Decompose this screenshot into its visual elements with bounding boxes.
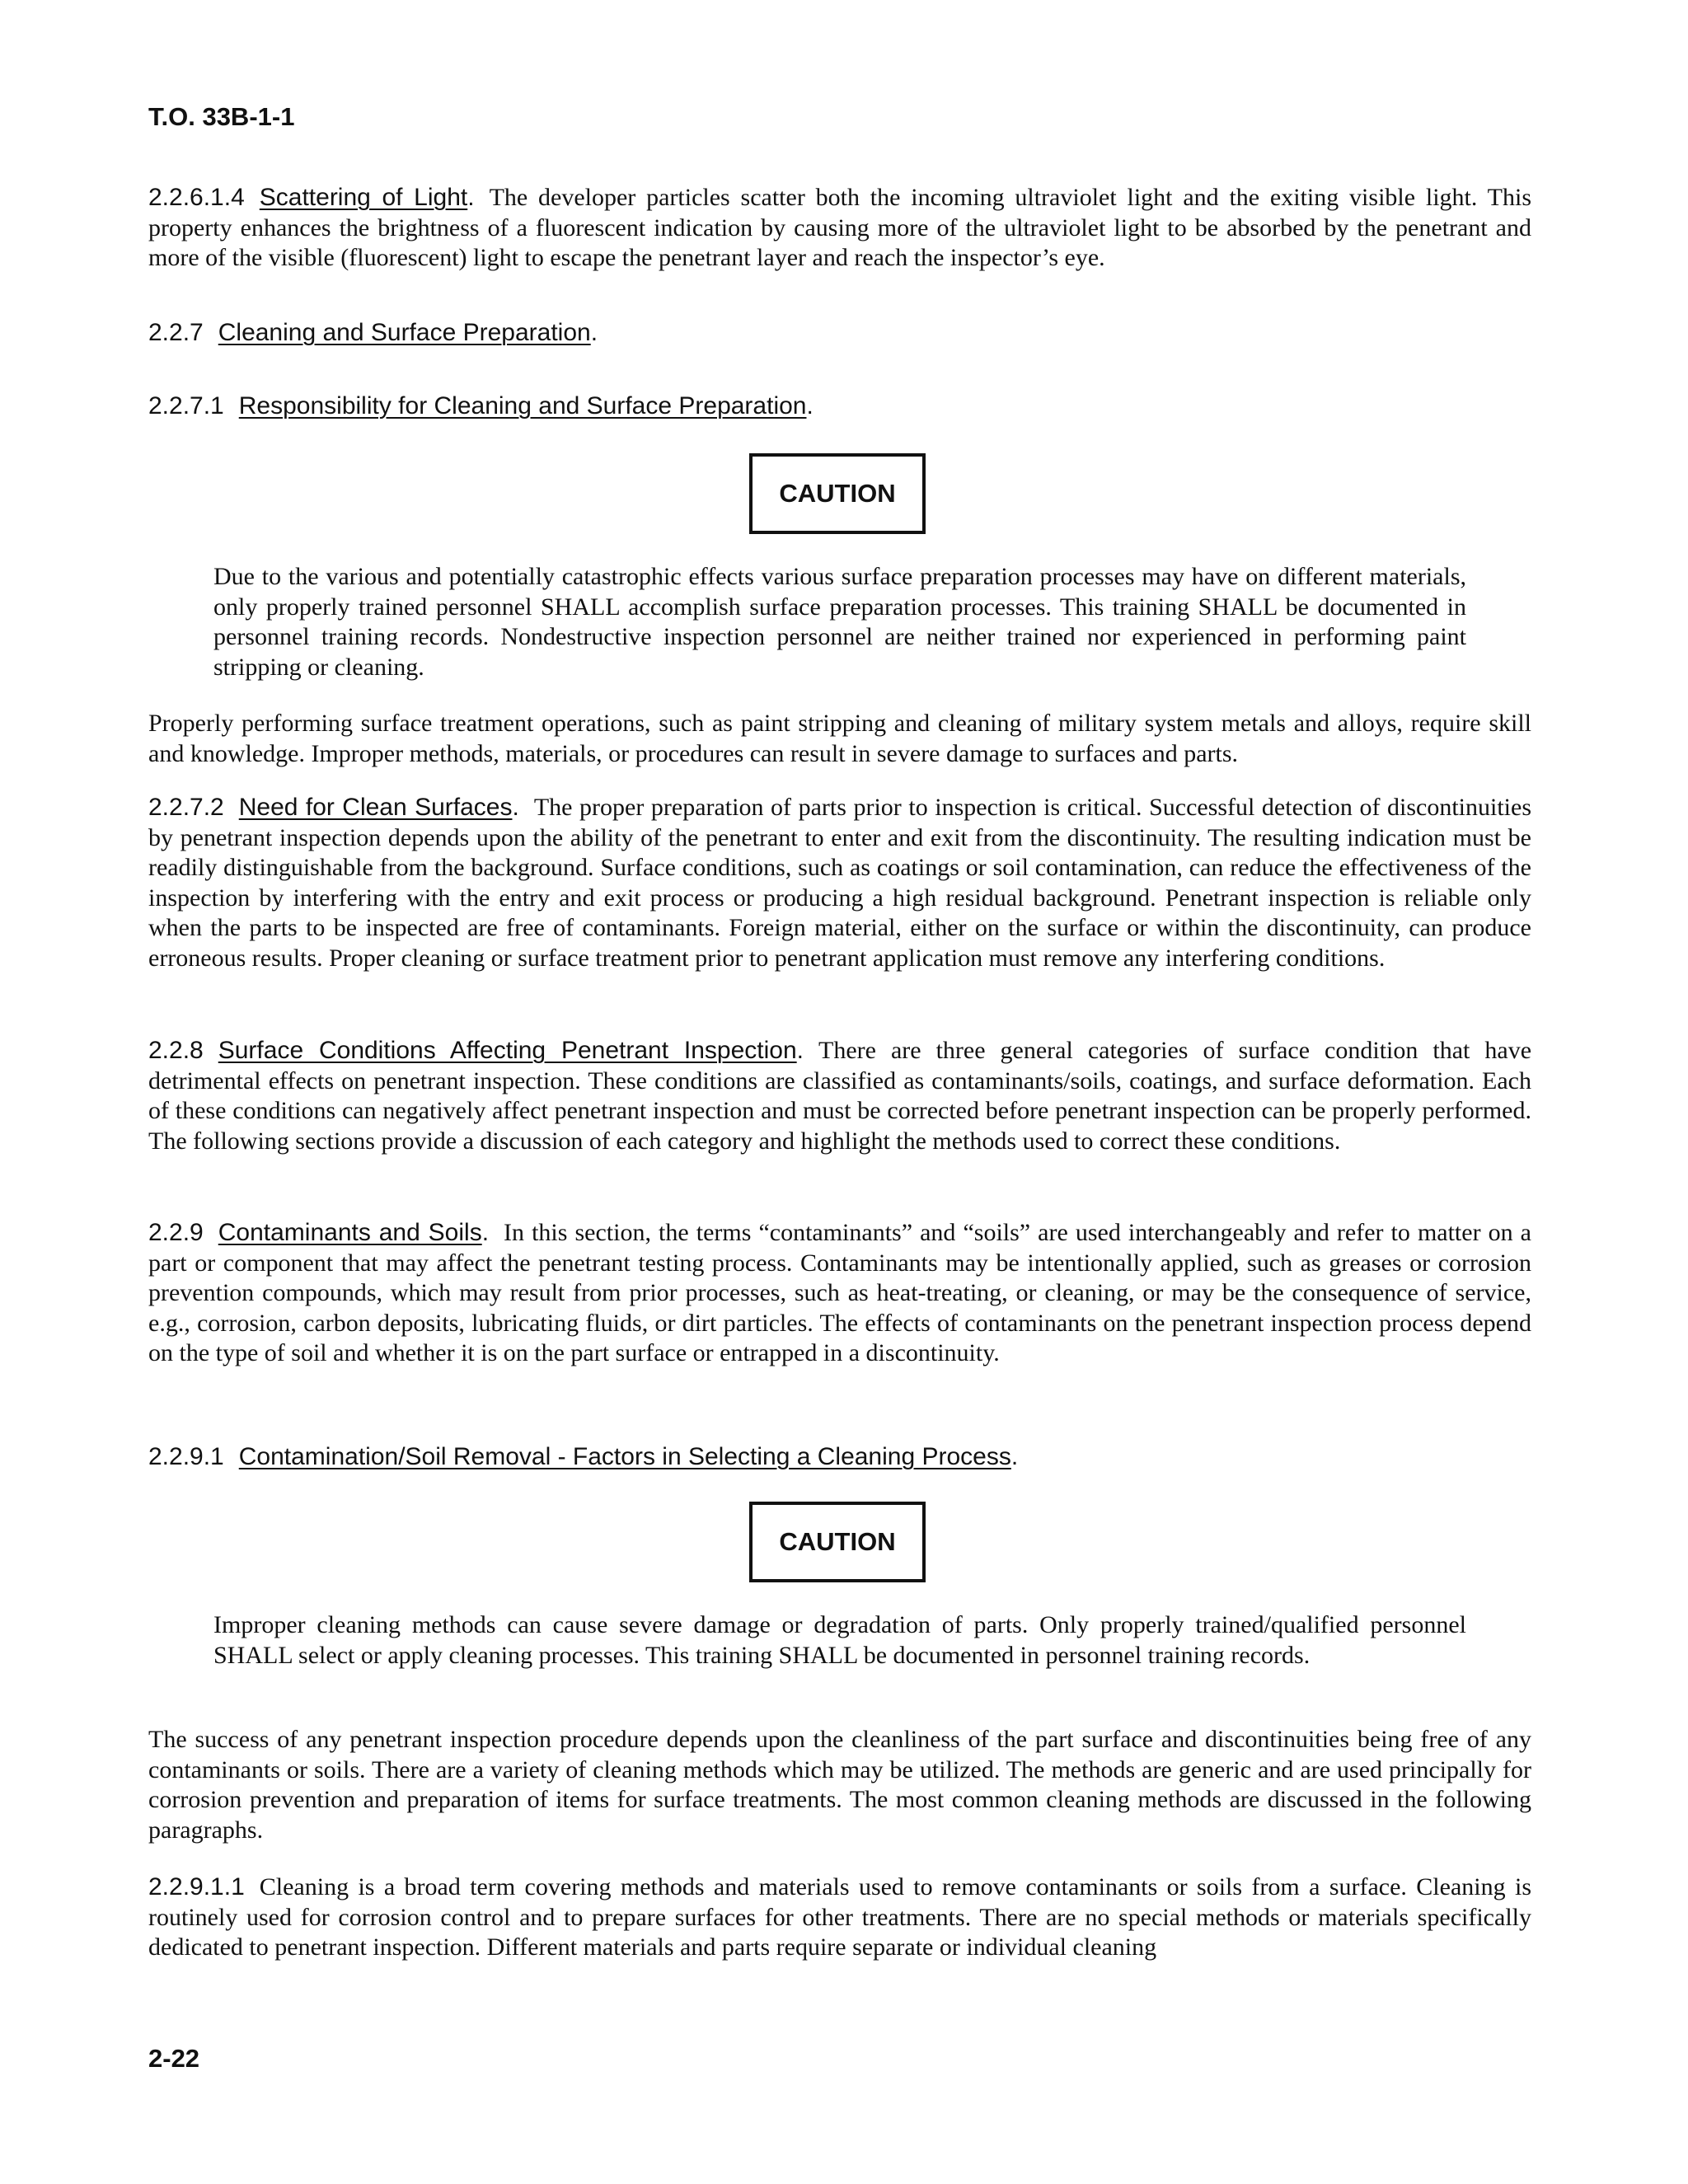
paragraph-title: Scattering of Light [259, 184, 468, 211]
paragraph-cleanliness: The success of any penetrant inspection procedure depends upon the cleanliness of the part surface and discontinuities being free of any contaminants or soils. There are a variety of cleaning methods which may be utilized. The methods are generic and are used principally for corrosion prevention and preparation of items for surface treatments. The most common cleaning methods are discussed in the following paragraphs. [148, 1726, 1531, 1844]
heading-number: 2.2.7 [148, 319, 204, 346]
paragraph-body: The proper preparation of parts prior to inspection is critical. Successful detection of discontinuities by penetrant inspection depends upon the ability of the penetrant to enter and exit from the discontinuity. The resulting indication must be readily distinguishable from the background. Surface conditions, such as coatings or soil contamination, can reduce the effectiveness of the inspection by interfering with the entry and exit process or producing a high residual background. Penetrant inspection is reliable only when the parts to be inspected are free of contaminants. Foreign material, either on the surface or within the discontinuity, can produce erroneous results. Proper cleaning or surface treatment prior to penetrant application must remove any interfering conditions. [148, 794, 1531, 972]
title-period: . [467, 184, 475, 211]
paragraph-number: 2.2.6.1.4 [148, 184, 245, 211]
heading-2-2-7 [148, 318, 1531, 349]
paragraph-number: 2.2.9.1.1 [148, 1873, 245, 1900]
title-period: . [590, 319, 598, 346]
paragraph-number: 2.2.8 [148, 1037, 204, 1064]
paragraph-2-2-9-1-1 [148, 1872, 1531, 1963]
paragraph-body: There are three general categories of surface condition that have detrimental effects on penetrant inspection. These conditions are classified as contaminants/soils, coatings, and surface deformation. Each of these conditions can negatively affect penetrant inspection and must be corrected before penetrant inspection can be properly performed. The following sections provide a discussion of each category and highlight the methods used to correct these conditions. [148, 1037, 1532, 1155]
caution-text: Improper cleaning methods can cause severe damage or degradation of parts. Only properly trained/qualified personnel SHALL select or apply cleaning processes. This training SHALL be documented in personnel training records. [213, 1611, 1466, 1669]
paragraph-title: Surface Conditions Affecting Penetrant Inspection [218, 1037, 797, 1064]
caution-text: Due to the various and potentially catastrophic effects various surface preparation processes may have on different materials, only properly trained personnel SHALL accomplish surface preparation processes. This training SHALL be documented in personnel training records. Nondestructive inspection personnel are neither trained nor experienced in performing paint stripping or cleaning. [213, 563, 1466, 681]
paragraph-title: Contaminants and Soils [218, 1219, 482, 1246]
paragraph-number: 2.2.7.2 [148, 794, 224, 821]
heading-number: 2.2.7.1 [148, 392, 224, 419]
title-period: . [796, 1037, 804, 1064]
heading-title: Cleaning and Surface Preparation [218, 319, 591, 346]
paragraph-2-2-6-1-4 [148, 183, 1531, 274]
paragraph-2-2-8 [148, 1036, 1531, 1156]
document-id-header: T.O. 33B-1-1 [148, 102, 295, 131]
heading-2-2-7-1 [148, 391, 1531, 422]
paragraph-surface-treatment: Properly performing surface treatment operations, such as paint stripping and cleaning of military system metals and alloys, require skill and knowledge. Improper methods, materials, or procedures can result in severe damage to surfaces and parts. [148, 710, 1531, 767]
paragraph-number: 2.2.9 [148, 1219, 204, 1246]
heading-2-2-9-1 [148, 1442, 1531, 1473]
title-period: . [806, 392, 814, 419]
title-period: . [481, 1219, 490, 1246]
paragraph-2-2-7-2 [148, 793, 1531, 973]
page-number-footer: 2-22 [148, 2044, 200, 2073]
title-period: . [1010, 1443, 1019, 1470]
paragraph-body: Cleaning is a broad term covering methods and materials used to remove contaminants or soils from a surface. Cleaning is routinely used for corrosion control and to prepare surfaces for other treatments. There are no special methods or materials specifically dedicated to penetrant inspection. Different materials and parts require separate or individual cleaning [148, 1873, 1531, 1961]
heading-title: Contamination/Soil Removal - Factors in Selecting a Cleaning Process [238, 1443, 1011, 1470]
title-period: . [512, 794, 519, 821]
paragraph-body: The developer particles scatter both the incoming ultraviolet light and the exiting visible light. This property enhances the brightness of a fluorescent indication by causing more of the ultraviolet light to be absorbed by the penetrant and more of the visible (fluorescent) light to escape the penetrant layer and reach the inspector’s eye. [148, 184, 1531, 271]
paragraph-title: Need for Clean Surfaces [238, 794, 513, 821]
caution-box: CAUTION [749, 1502, 926, 1582]
caution-box: CAUTION [749, 453, 926, 534]
paragraph-body: In this section, the terms “contaminants” and “soils” are used interchangeably and refer to matter on a part or component that may affect the penetrant testing process. Contaminants may be intentionally applied, such as greases or corrosion prevention compounds, which may result from prior processes, such as heat-treating, or cleaning, or may be the consequence of service, e.g., corrosion, carbon deposits, lubricating fluids, or dirt particles. The effects of contaminants on the penetrant inspection process depend on the type of soil and whether it is on the part surface or entrapped in a discontinuity. [148, 1219, 1531, 1366]
paragraph-2-2-9 [148, 1218, 1531, 1369]
heading-number: 2.2.9.1 [148, 1443, 224, 1470]
heading-title: Responsibility for Cleaning and Surface Preparation [238, 392, 807, 419]
